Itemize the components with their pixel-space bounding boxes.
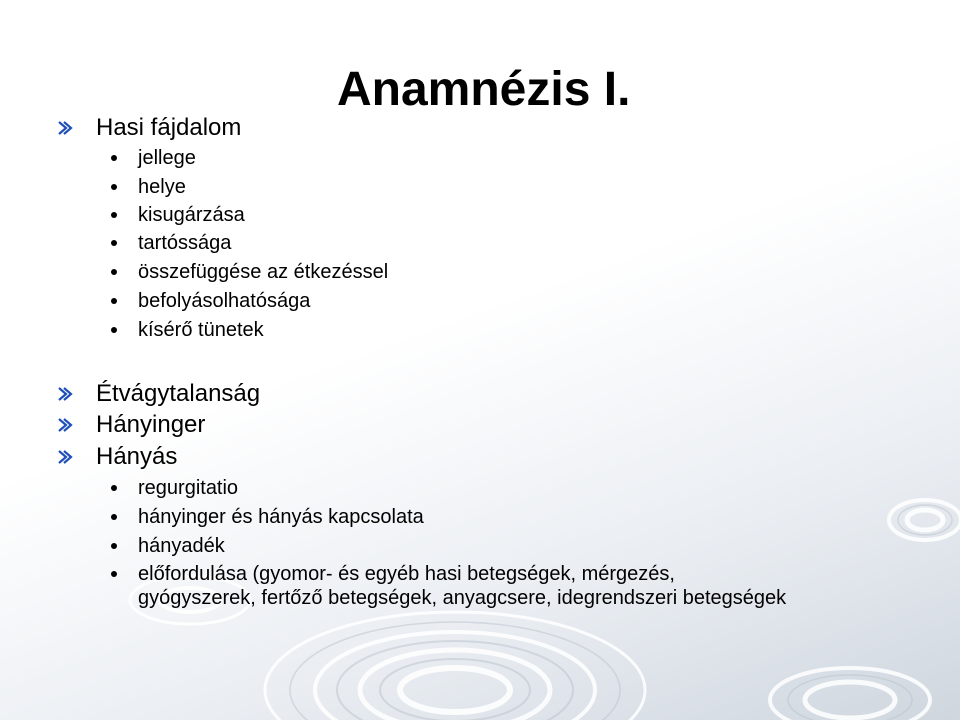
arrow-bullet-icon [56, 416, 74, 434]
sub-bullet [138, 505, 424, 529]
bullet-text: Hányinger [96, 411, 206, 438]
slide-title: Anamnézis I. [337, 63, 631, 116]
sub-bullet-text: gyógyszerek, fertőző betegségek, anyagcsere, idegrendszeri betegségek [138, 587, 787, 609]
sub-bullet-text: kísérő tünetek [138, 319, 264, 341]
sub-bullet [138, 231, 231, 255]
dot-bullet-icon [111, 240, 117, 246]
sub-bullet-text: befolyásolhatósága [138, 290, 311, 312]
bullet-text: Hányás [96, 443, 178, 470]
sub-bullet-text: tartóssága [138, 232, 232, 254]
sub-bullet [138, 476, 238, 500]
dot-bullet-icon [111, 269, 117, 275]
bullet-text: Hasi fájdalom [96, 114, 242, 141]
sub-bullet [138, 175, 186, 199]
sub-bullet [138, 203, 245, 227]
arrow-bullet-icon [56, 448, 74, 466]
dot-bullet-icon [111, 298, 117, 304]
sub-bullet-continuation [138, 586, 786, 610]
dot-bullet-icon [111, 155, 117, 161]
sub-bullet-text: hányadék [138, 535, 225, 557]
bullet-etvagytalansag [96, 380, 260, 408]
arrow-bullet-icon [56, 119, 74, 137]
sub-bullet [138, 534, 225, 558]
bullet-hanyas [96, 443, 177, 471]
sub-bullet-text: jellege [138, 147, 196, 169]
dot-bullet-icon [111, 184, 117, 190]
bullet-hanyinger [96, 411, 205, 439]
dot-bullet-icon [111, 485, 117, 491]
sub-bullet-text: regurgitatio [138, 477, 239, 499]
sub-bullet [138, 289, 310, 313]
dot-bullet-icon [111, 327, 117, 333]
sub-bullet [138, 562, 675, 586]
bullet-text: Étvágytalanság [96, 380, 261, 407]
bullet-hasi-fajdalom [96, 114, 241, 142]
sub-bullet-text: hányinger és hányás kapcsolata [138, 506, 424, 528]
sub-bullet-text: előfordulása (gyomor- és egyéb hasi betegségek, mérgezés, [138, 563, 675, 585]
arrow-bullet-icon [56, 385, 74, 403]
sub-bullet-text: összefüggése az étkezéssel [138, 261, 389, 283]
sub-bullet [138, 318, 264, 342]
sub-bullet-text: kisugárzása [138, 204, 245, 226]
dot-bullet-icon [111, 543, 117, 549]
sub-bullet [138, 146, 196, 170]
sub-bullet-text: helye [138, 176, 186, 198]
dot-bullet-icon [111, 514, 117, 520]
dot-bullet-icon [111, 212, 117, 218]
dot-bullet-icon [111, 571, 117, 577]
sub-bullet [138, 260, 388, 284]
